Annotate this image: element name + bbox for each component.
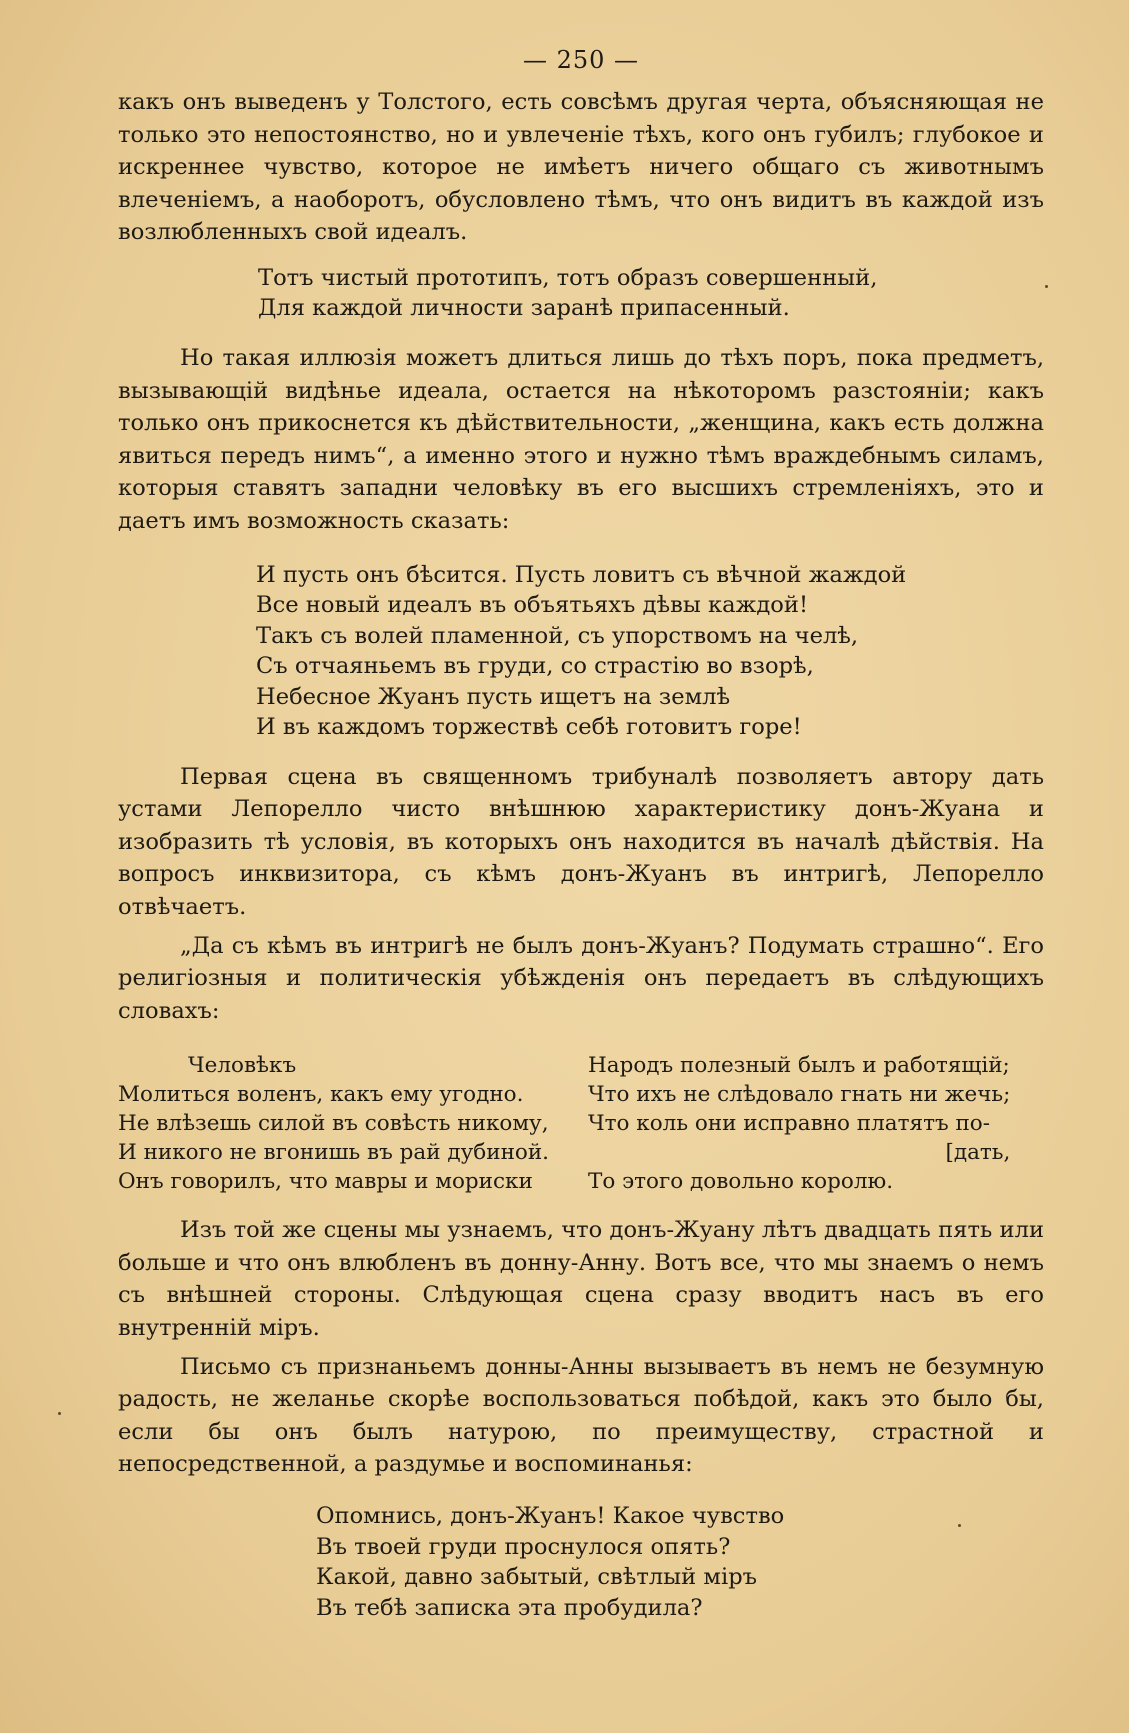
verse-line: [дать, [945,1140,1011,1166]
page-number: — 250 — [522,46,640,74]
verse-line: Все новый идеалъ въ объятьяхъ дѣвы каждой! [256,592,809,619]
verse-line: Что ихъ не слѣдовало гнать ни жечь; [588,1082,1011,1108]
verse-line: И въ каждомъ торжествѣ себѣ готовитъ горе! [256,714,802,741]
verse-line: Въ тебѣ записка эта пробудила? [316,1594,703,1621]
paragraph-1: какъ онъ выведенъ у Толстого, есть совсѣмъ другая черта, объясняющая не только это непостоянство, но и увлеченіе тѣхъ, кого онъ губилъ; глубокое и искреннее чувство, которое не имѣетъ ничего общаго съ животнымъ влеченіемъ, а наоборотъ, обусловлено тѣмъ, что онъ видитъ въ каждой изъ возлюбленныхъ свой идеалъ. [118,89,1044,246]
verse-line: Что коль они исправно платятъ по- [588,1111,991,1137]
two-column-verse [118,1051,1044,1196]
verse-block-3 [316,1501,1044,1623]
verse-line: Народъ полезный былъ и работящій; [588,1053,1010,1079]
verse-line: И никого не вгонишь въ рай дубиной. [118,1140,550,1166]
verse-line: Какой, давно забытый, свѣтлый міръ [316,1564,758,1591]
verse-line: Человѣкъ [188,1053,297,1079]
verse-column-right [588,1051,1010,1196]
verse-line: Тотъ чистый прототипъ, тотъ образъ совершенный, [258,264,878,291]
verse-line: Молиться воленъ, какъ ему угодно. [118,1082,524,1108]
paragraph-5: Изъ той же сцены мы узнаемъ, что донъ-Жуану лѣтъ двадцать пять или больше и что онъ влюбленъ въ донну-Анну. Вотъ все, что мы знаемъ о немъ съ внѣшней стороны. Слѣдующая сцена сразу вводитъ насъ въ его внутренній міръ. [118,1217,1044,1342]
paragraph-2: Но такая иллюзія можетъ длиться лишь до тѣхъ поръ, пока предметъ, вызывающій видѣнье идеала, остается на нѣкоторомъ разстояніи; какъ только онъ прикоснется къ дѣйствительности, „женщина, какъ есть должна явиться передъ нимъ“, а именно этого и нужно тѣмъ враждебнымъ силамъ, которыя ставятъ западни человѣку въ его высшихъ стремленіяхъ, это и даетъ имъ возможность сказать: [118,344,1044,534]
verse-line: Съ отчаяньемъ въ груди, со страстію во взорѣ, [256,653,814,680]
paper-speck [958,1524,961,1527]
verse-line: Въ твоей груди проснулося опять? [316,1533,731,1560]
verse-line: Опомнись, донъ-Жуанъ! Какое чувство [316,1503,785,1530]
verse-line: Онъ говорилъ, что мавры и мориски [118,1169,533,1195]
paragraph-6: Письмо съ признаньемъ донны-Анны вызываетъ въ немъ не безумную радость, не желанье скорѣе воспользоваться побѣдой, какъ это было бы, если бы онъ былъ натурою, по преимуществу, страстной и непосредственной, а раздумье и воспоминанья: [118,1353,1044,1478]
paragraph-3: Первая сцена въ священномъ трибуналѣ позволяетъ автору дать устами Лепорелло чисто внѣшнюю характеристику донъ-Жуана и изобразить тѣ условія, въ которыхъ онъ находится въ началѣ дѣйствія. На вопросъ инквизитора, съ кѣмъ донъ-Жуанъ въ интригѣ, Лепорелло отвѣчаетъ. [118,763,1044,920]
verse-line: Для каждой личности заранѣ припасенный. [258,295,790,322]
verse-column-left [118,1051,588,1196]
verse-block-2 [256,560,1044,743]
verse-block-1 [258,263,1044,324]
verse-line: И пусть онъ бѣсится. Пусть ловитъ съ вѣчной жаждой [256,561,907,588]
paper-speck [1045,285,1048,288]
verse-line: Такъ съ волей пламенной, съ упорствомъ на челѣ, [256,622,859,649]
verse-line: Небесное Жуанъ пусть ищетъ на землѣ [256,683,731,710]
paper-speck [58,1412,61,1415]
paragraph-4: „Да съ кѣмъ въ интригѣ не былъ донъ-Жуанъ? Подумать страшно“. Его религіозныя и политическія убѣжденія онъ передаетъ въ слѣдующихъ словахъ: [118,932,1044,1024]
verse-line: То этого довольно королю. [588,1169,894,1195]
verse-line: Не влѣзешь силой въ совѣсть никому, [118,1111,549,1137]
